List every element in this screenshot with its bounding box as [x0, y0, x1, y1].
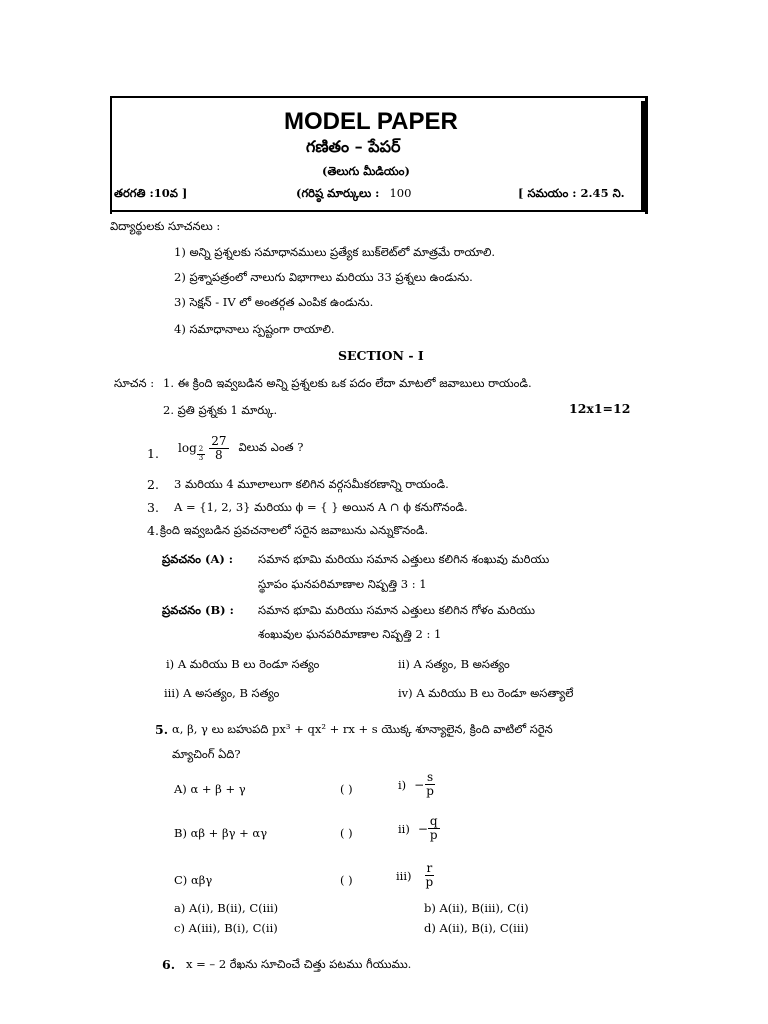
q5-number: 5.: [155, 722, 169, 737]
statement-a-label: ప్రవచనం (A) :: [162, 552, 234, 566]
match-right-iii-frac: [424, 862, 436, 889]
q5-line2: మ్యాచింగ్ ఏది?: [172, 747, 241, 761]
statement-b-line2: శంఖువుల ఘనపరిమాణాల నిష్పత్తి 2 : 1: [258, 627, 442, 641]
statement-a-line1: సమాన భూమి మరియు సమాన ఎత్తులు కలిగిన శంఖువు మరియు: [258, 552, 550, 566]
instruction-item-1: 1) అన్ని ప్రశ్నలకు సమాధానములు ప్రత్యేక బుక్‌లెట్‌లో మాత్రమే రాయాలి.: [174, 245, 496, 259]
match-right-i-den: p: [426, 784, 434, 799]
match-right-i-frac: [424, 771, 436, 798]
log-base-den: 3: [198, 453, 204, 462]
q4-option-4: iv) A మరియు B లు రెండూ అసత్యాలే: [398, 686, 574, 700]
q4-number: 4.: [147, 523, 159, 538]
q5-option-c: c) A(iii), B(i), C(ii): [174, 921, 278, 935]
match-paren-b: ( ): [340, 826, 353, 840]
q1-number: 1.: [147, 446, 159, 461]
log-symbol: log: [178, 441, 197, 456]
log-arg-den: 8: [215, 447, 223, 462]
section-note-1: 1. ఈ క్రింది ఇవ్వబడిన అన్ని ప్రశ్నలకు ఒక పదం లేదా మాటలో జవాబులు రాయండి.: [163, 376, 532, 390]
marks-label-text: (గరిష్ఠ మార్కులు :: [296, 186, 380, 200]
time-label: [ సమయం : 2.45 ని.: [518, 186, 625, 200]
match-right-ii-frac: [428, 815, 440, 842]
match-right-ii-label: ii): [398, 821, 410, 836]
match-right-ii-den: p: [429, 828, 438, 843]
instructions-heading: విద్యార్థులకు సూచనలు :: [110, 219, 221, 233]
match-paren-a: ( ): [340, 782, 353, 796]
q2-number: 2.: [147, 477, 159, 492]
match-left-b: B) αβ + βγ + αγ: [174, 826, 268, 840]
q6-text: x = – 2 రేఖను సూచించే చిత్తు పటము గీయుము.: [186, 957, 412, 971]
match-right-i: [398, 771, 436, 798]
q5-option-b: b) A(ii), B(iii), C(i): [424, 901, 529, 915]
instruction-item-3: 3) సెక్షన్ - IV లో అంతర్గత ఎంపిక ఉండును.: [174, 295, 374, 309]
match-right-iii-num: r: [426, 861, 433, 875]
statement-a-line2: స్థూపం ఘనపరిమాణాల నిష్పత్తి 3 : 1: [258, 577, 427, 591]
q4-text: క్రింది ఇవ్వబడిన ప్రవచనాలలో సరైన జవాబును ఎన్నుకొనండి.: [160, 523, 429, 537]
header-box-shadow: [641, 101, 645, 211]
medium-label: (తెలుగు మీడియం): [322, 164, 410, 178]
max-marks-label: [296, 186, 411, 203]
match-paren-c: ( ): [340, 873, 353, 887]
log-arg-num: 27: [211, 433, 227, 448]
section-note-2: 2. ప్రతి ప్రశ్నకు 1 మార్కు.: [163, 403, 278, 417]
match-right-iii-den: p: [425, 875, 434, 890]
match-right-i-sign: −: [414, 777, 425, 792]
log-base: [197, 446, 205, 462]
q4-option-1: i) A మరియు B లు రెండూ సత్యం: [166, 657, 320, 671]
section-marks: 12x1=12: [569, 401, 631, 416]
match-left-c: C) αβγ: [174, 873, 213, 887]
header-divider: [110, 210, 646, 212]
class-label: తరగతి :10వ ]: [114, 186, 188, 200]
match-right-ii-sign: −: [417, 821, 428, 836]
q5-option-d: d) A(ii), B(i), C(iii): [424, 921, 529, 935]
paper-title: MODEL PAPER: [284, 108, 458, 135]
q3-number: 3.: [147, 500, 159, 515]
statement-b-line1: సమాన భూమి మరియు సమాన ఎత్తులు కలిగిన గోళం మరియు: [258, 603, 535, 617]
q1-expression: [178, 434, 303, 462]
match-right-ii: [398, 815, 440, 842]
match-left-a: A) α + β + γ: [174, 782, 246, 796]
match-right-i-num: s: [426, 770, 434, 784]
log-base-num: 2: [198, 445, 204, 453]
section-title: SECTION - I: [338, 348, 424, 363]
instruction-item-4: 4) సమాధానాలు స్పష్టంగా రాయాలి.: [174, 322, 335, 336]
instruction-item-2: 2) ప్రశ్నాపత్రంలో నాలుగు విభాగాలు మరియు 33 ప్రశ్నలు ఉండును.: [174, 270, 473, 284]
q5-option-a: a) A(i), B(ii), C(iii): [174, 901, 279, 915]
marks-value: 100: [389, 186, 412, 200]
q2-text: 3 మరియు 4 మూలాలుగా కలిగిన వర్గసమీకరణాన్ని రాయండి.: [174, 477, 449, 491]
match-right-i-label: i): [398, 777, 407, 792]
q5-line1: α, β, γ లు బహుపది px³ + qx² + rx + s యొక్క శూన్యాలైన, క్రింది వాటిలో సరైన: [172, 722, 553, 736]
statement-b-label: ప్రవచనం (B) :: [162, 603, 234, 617]
match-right-iii: [396, 862, 435, 889]
q6-number: 6.: [162, 957, 176, 972]
match-right-iii-label: iii): [396, 868, 412, 883]
q4-option-2: ii) A సత్యం, B అసత్యం: [398, 657, 510, 671]
paper-subtitle: గణితం – పేపర్: [306, 137, 401, 156]
match-right-ii-num: q: [429, 814, 438, 828]
q1-text: విలువ ఎంత ?: [238, 439, 304, 454]
q4-option-3: iii) A అసత్యం, B సత్యం: [164, 686, 280, 700]
log-argument: [209, 435, 228, 462]
section-note-label: సూచన :: [114, 376, 155, 390]
q3-text: A = {1, 2, 3} మరియు ϕ = { } అయిన A ∩ ϕ కనుగొనండి.: [174, 500, 468, 514]
